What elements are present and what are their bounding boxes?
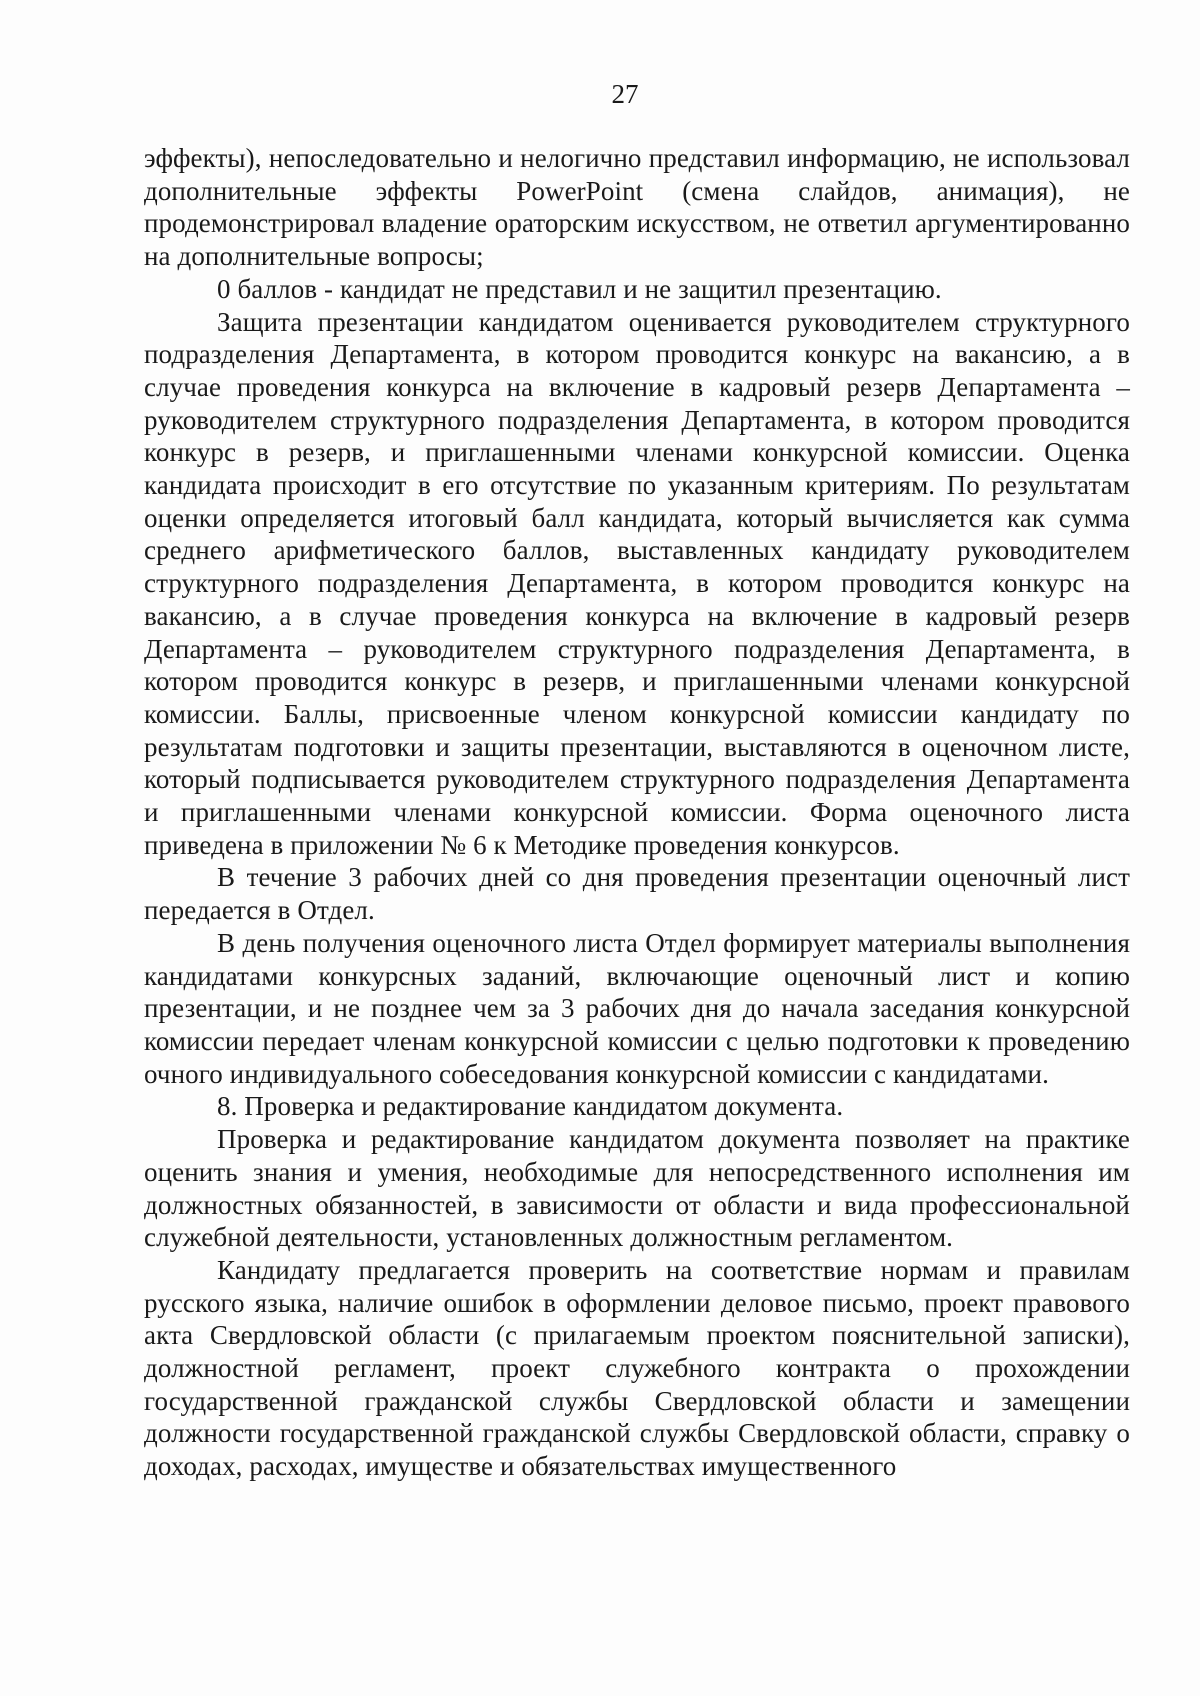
paragraph-presentation-assessment: Защита презентации кандидатом оценивается руководителем структурного подразделения Департамента, в котором проводится конкурс на вакансию, а в случае проведения конкурса на включение в кадровый резерв Департамента – руководителем структурного подразделения Департамента, в котором проводится конкурс в резерв, и приглашенными членами конкурсной комиссии. Оценка кандидата происходит в его отсутствие по указанным критериям. По результатам оценки определяется итоговый балл кандидата, который вычисляется как сумма среднего арифметического баллов, выставленных кандидату руководителем структурного подразделения Департамента, в котором проводится конкурс на вакансию, а в случае проведения конкурса на включение в кадровый резерв Департамента – руководителем структурного подразделения Департамента, в котором проводится конкурс в резерв, и приглашенными членами конкурсной комиссии. Баллы, присвоенные членом конкурсной комиссии кандидату по результатам подготовки и защиты презентации, выставляются в оценочном листе, который подписывается руководителем структурного подразделения Департамента и приглашенными членами конкурсной комиссии. Форма оценочного листа приведена в приложении № 6 к Методике проведения конкурсов. xyxy=(144,306,1130,860)
paragraph-materials-formation: В день получения оценочного листа Отдел формирует материалы выполнения кандидатами конкурсных заданий, включающие оценочный лист и копию презентации, и не позднее чем за 3 рабочих дня до начала заседания конкурсной комиссии передает членам конкурсной комиссии с целью подготовки к проведению очного индивидуального собеседования конкурсной комиссии с кандидатами. xyxy=(144,927,1130,1089)
paragraph-zero-points: 0 баллов - кандидат не представил и не защитил презентацию. xyxy=(217,273,942,304)
paragraph-evaluation-sheet-transfer: В течение 3 рабочих дней со дня проведения презентации оценочный лист передается в Отдел. xyxy=(144,862,1130,926)
document-body xyxy=(144,142,1130,1483)
page-number: 27 xyxy=(611,79,639,109)
section-heading-document-check: 8. Проверка и редактирование кандидатом документа. xyxy=(217,1091,844,1122)
paragraph-document-check-task: Кандидату предлагается проверить на соответствие нормам и правилам русского языка, наличие ошибок в оформлении деловое письмо, проект правового акта Свердловской области (с прилагаемым проектом пояснительной записки), должностной регламент, проект служебного контракта о прохождении государственной гражданской службы Свердловской области и замещении должности государственной гражданской службы Свердловской области, справку о доходах, расходах, имуществе и обязательствах имущественного xyxy=(144,1254,1130,1482)
paragraph-document-check-purpose: Проверка и редактирование кандидатом документа позволяет на практике оценить знания и умения, необходимые для непосредственного исполнения им должностных обязанностей, в зависимости от области и вида профессиональной служебной деятельности, установленных должностным регламентом. xyxy=(144,1124,1130,1253)
paragraph-continuation: эффекты), непоследовательно и нелогично представил информацию, не использовал дополнительные эффекты PowerPoint (смена слайдов, анимация), не продемонстрировал владение ораторским искусством, не ответил аргументированно на дополнительные вопросы; xyxy=(144,143,1130,272)
